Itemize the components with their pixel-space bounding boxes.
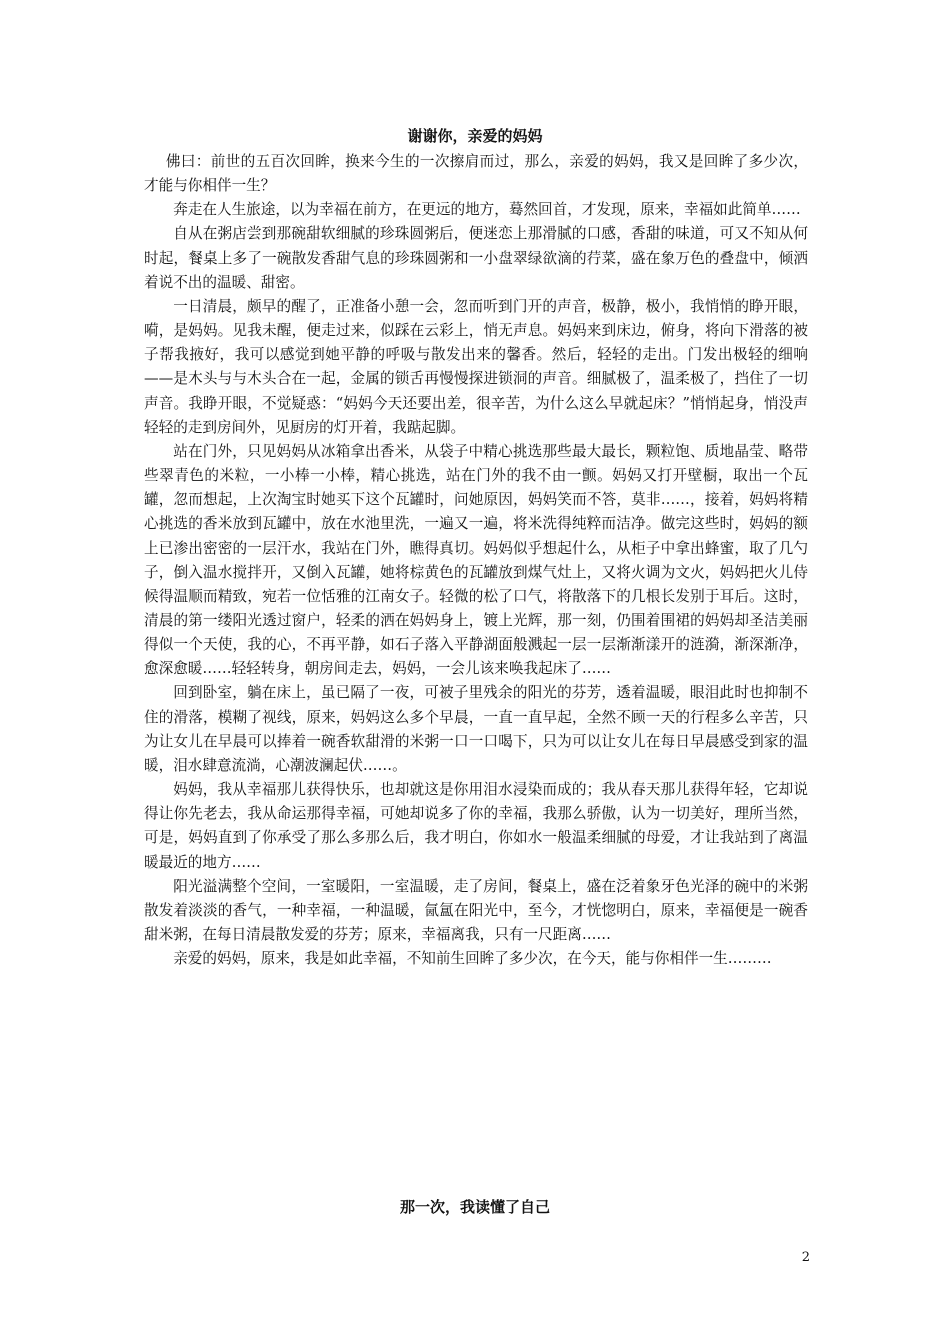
paragraph: 佛曰：前世的五百次回眸，换来今生的一次擦肩而过，那么，亲爱的妈妈，我又是回眸了多少次，才能与你相伴一生？ xyxy=(144,153,808,195)
next-essay-title: 那一次，我读懂了自己 xyxy=(399,1198,550,1216)
paragraph: 奔走在人生旅途，以为幸福在前方，在更远的地方，蓦然回首，才发现，原来，幸福如此简单…… xyxy=(173,201,801,219)
paragraph: 妈妈，我从幸福那儿获得快乐，也却就这是你用泪水浸染而成的；我从春天那儿获得年轻，它却说得让你先老去，我从命运那得幸福，可她却说多了你的幸福，我那么骄傲，认为一切美好，理所当然，可是，妈妈直到了你承受了那么多那么后，我才明白，你如水一般温柔细腻的母爱，才让我站到了离温暖最近的地方…… xyxy=(144,781,808,871)
essay-title: 谢谢你，亲爱的妈妈 xyxy=(407,127,543,145)
paragraph: 自从在粥店尝到那碗甜软细腻的珍珠圆粥后，便迷恋上那滑腻的口感，香甜的味道，可又不知从何时起，餐桌上多了一碗散发香甜气息的珍珠圆粥和一小盘翠绿欲滴的荇菜，盛在象万色的叠盘中，倾洒着说不出的温暖、甜密。 xyxy=(144,225,808,291)
paragraph: 回到卧室，躺在床上，虽已隔了一夜，可被子里残余的阳光的芬芳，透着温暖，眼泪此时也抑制不住的滑落，模糊了视线，原来，妈妈这么多个早晨，一直一直早起，全然不顾一天的行程多么辛苦，只为让女儿在早晨可以捧着一碗香软甜滑的米粥一口一口喝下，只为可以让女儿在每日早晨感受到家的温暖，泪水肆意流淌，心潮波澜起伏……。 xyxy=(144,684,808,774)
page-number: 2 xyxy=(801,1250,810,1265)
paragraph: 亲爱的妈妈，原来，我是如此幸福，不知前生回眸了多少次，在今天，能与你相伴一生……… xyxy=(173,950,772,968)
paragraph: 站在门外，只见妈妈从冰箱拿出香米，从袋子中精心挑选那些最大最长，颗粒饱、质地晶莹、略带些翠青色的米粒，一小棒一小棒，精心挑选，站在门外的我不由一颤。妈妈又打开壁橱，取出一个瓦罐，忽而想起，上次淘宝时她买下这个瓦罐时，问她原因，妈妈笑而不答，莫非……，接着，妈妈将精心挑选的香米放到瓦罐中，放在水池里洗，一遍又一遍，将米洗得纯粹而洁净。做完这些时，妈妈的额上已渗出密密的一层汗水，我站在门外，瞧得真切。妈妈似乎想起什么，从柜子中拿出蜂蜜，取了几勺子，倒入温水搅拌开，又倒入瓦罐，她将棕黄色的瓦罐放到煤气灶上，又将火调为文火，妈妈把火儿侍候得温顺而精致，宛若一位恬雅的江南女子。轻微的松了口气，将散落下的几根长发别于耳后。这时，清晨的第一缕阳光透过窗户，轻柔的洒在妈妈身上，镀上光辉，那一刻，仍围着围裙的妈妈却圣洁美丽得似一个天使，我的心，不再平静，如石子落入平静湖面般溅起一层一层渐渐漾开的涟漪，渐深渐净，愈深愈暖……轻轻转身，朝房间走去，妈妈，一会儿该来唤我起床了…… xyxy=(144,442,808,678)
essay-body xyxy=(144,150,808,971)
paragraph: 阳光溢满整个空间，一室暖阳，一室温暖，走了房间，餐桌上，盛在泛着象牙色光泽的碗中的米粥散发着淡淡的香气，一种幸福，一种温暖，氤氲在阳光中，至今，才恍惚明白，原来，幸福便是一碗香甜米粥，在每日清晨散发爱的芬芳；原来，幸福离我，只有一尺距离…… xyxy=(144,877,808,943)
paragraph: 一日清晨，颇早的醒了，正准备小憩一会，忽而听到门开的声音，极静，极小，我悄悄的睁开眼，嗬，是妈妈。见我未醒，便走过来，似踩在云彩上，悄无声息。妈妈来到床边，俯身，将向下滑落的被子帮我掖好，我可以感觉到她平静的呼吸与散发出来的馨香。然后，轻轻的走出。门发出极轻的细响——是木头与与木头合在一起，金属的锁舌再慢慢探进锁洞的声音。细腻极了，温柔极了，挡住了一切声音。我睁开眼，不觉疑惑：“妈妈今天还要出差，很辛苦，为什么这么早就起床？”悄悄起身，悄没声轻轻的走到房间外，见厨房的灯开着，我踮起脚。 xyxy=(144,297,808,436)
